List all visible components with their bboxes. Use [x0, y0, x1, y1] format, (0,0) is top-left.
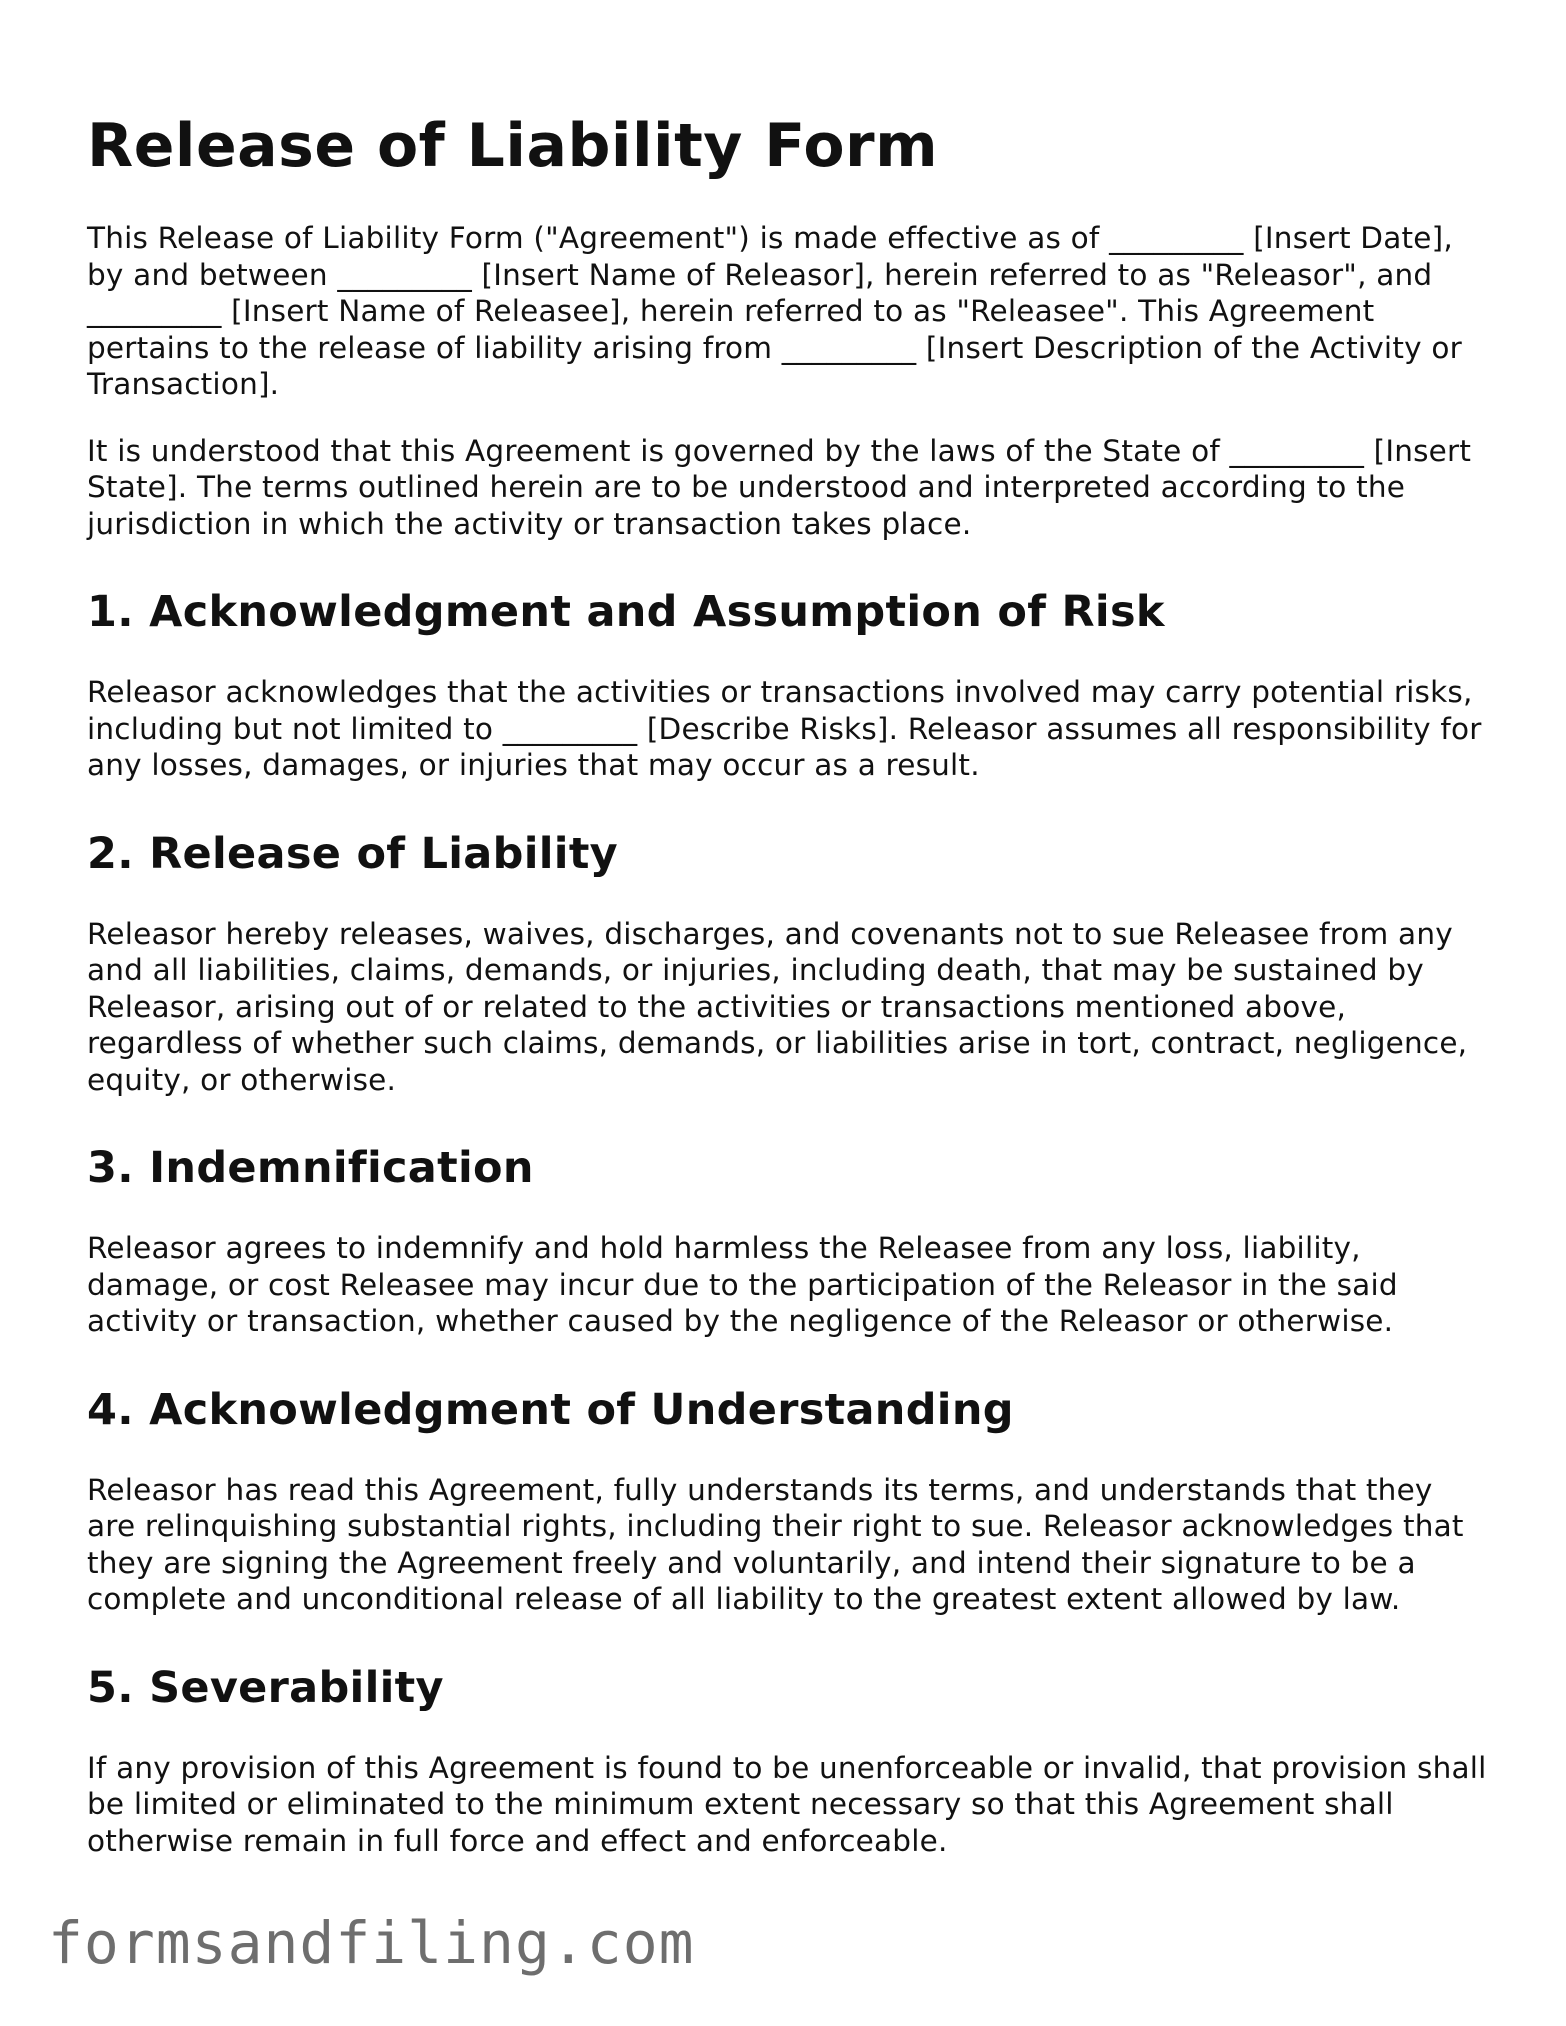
- section-heading-5: 5. Severability: [87, 1662, 444, 1713]
- section-body-3: Releasor agrees to indemnify and hold harmless the Releasee from any loss, liability, damage, or cost Releasee may incur due to the participation of the Releasor in the said activity or transaction, whether caused by the negligence of the Releasor or otherwise.: [87, 1231, 1398, 1338]
- intro-paragraph-1: This Release of Liability Form ("Agreement") is made effective as of _________ [Insert Date], by and between _________ [Insert Name of Releasor], herein referred to as "Releasor", and _________ [Insert Name of Releasee], herein referred to as "Releasee". This Agreement pertains to the release of liability arising from _________ [Insert Description of the Activity or Transaction].: [87, 221, 1462, 401]
- section-body-1: Releasor acknowledges that the activities or transactions involved may carry potential risks, including but not limited to _________ [Describe Risks]. Releasor assumes all responsibility for any losses, damages, or injuries that may occur as a result.: [87, 675, 1482, 782]
- section-heading-3: 3. Indemnification: [87, 1143, 534, 1193]
- section-heading-4: 4. Acknowledgment of Understanding: [87, 1384, 1014, 1435]
- section-heading-1: 1. Acknowledgment and Assumption of Risk: [87, 587, 1165, 637]
- document-title: Release of Liability Form: [87, 111, 939, 181]
- watermark-text: formsandfiling.com: [48, 1909, 695, 1977]
- section-body-5: If any provision of this Agreement is found to be unenforceable or invalid, that provision shall be limited or eliminated to the minimum extent necessary so that this Agreement shall otherwise remain in full force and effect and enforceable.: [87, 1750, 1487, 1858]
- document-page: [87, 108, 1487, 1889]
- section-body-4: Releasor has read this Agreement, fully understands its terms, and understands that they are relinquishing substantial rights, including their right to sue. Releasor acknowledges that they are signing the Agreement freely and voluntarily, and intend their signature to be a complete and unconditional release of all liability to the greatest extent allowed by law.: [87, 1472, 1464, 1616]
- intro-paragraph-2: It is understood that this Agreement is governed by the laws of the State of _________ [Insert State]. The terms outlined herein are to be understood and interpreted according to the jurisdiction in which the activity or transaction takes place.: [87, 433, 1472, 541]
- section-heading-2: 2. Release of Liability: [87, 828, 619, 879]
- section-body-2: Releasor hereby releases, waives, discharges, and covenants not to sue Releasee from any and all liabilities, claims, demands, or injuries, including death, that may be sustained by Releasor, arising out of or related to the activities or transactions mentioned above, regardless of whether such claims, demands, or liabilities arise in tort, contract, negligence, equity, or otherwise.: [87, 916, 1468, 1097]
